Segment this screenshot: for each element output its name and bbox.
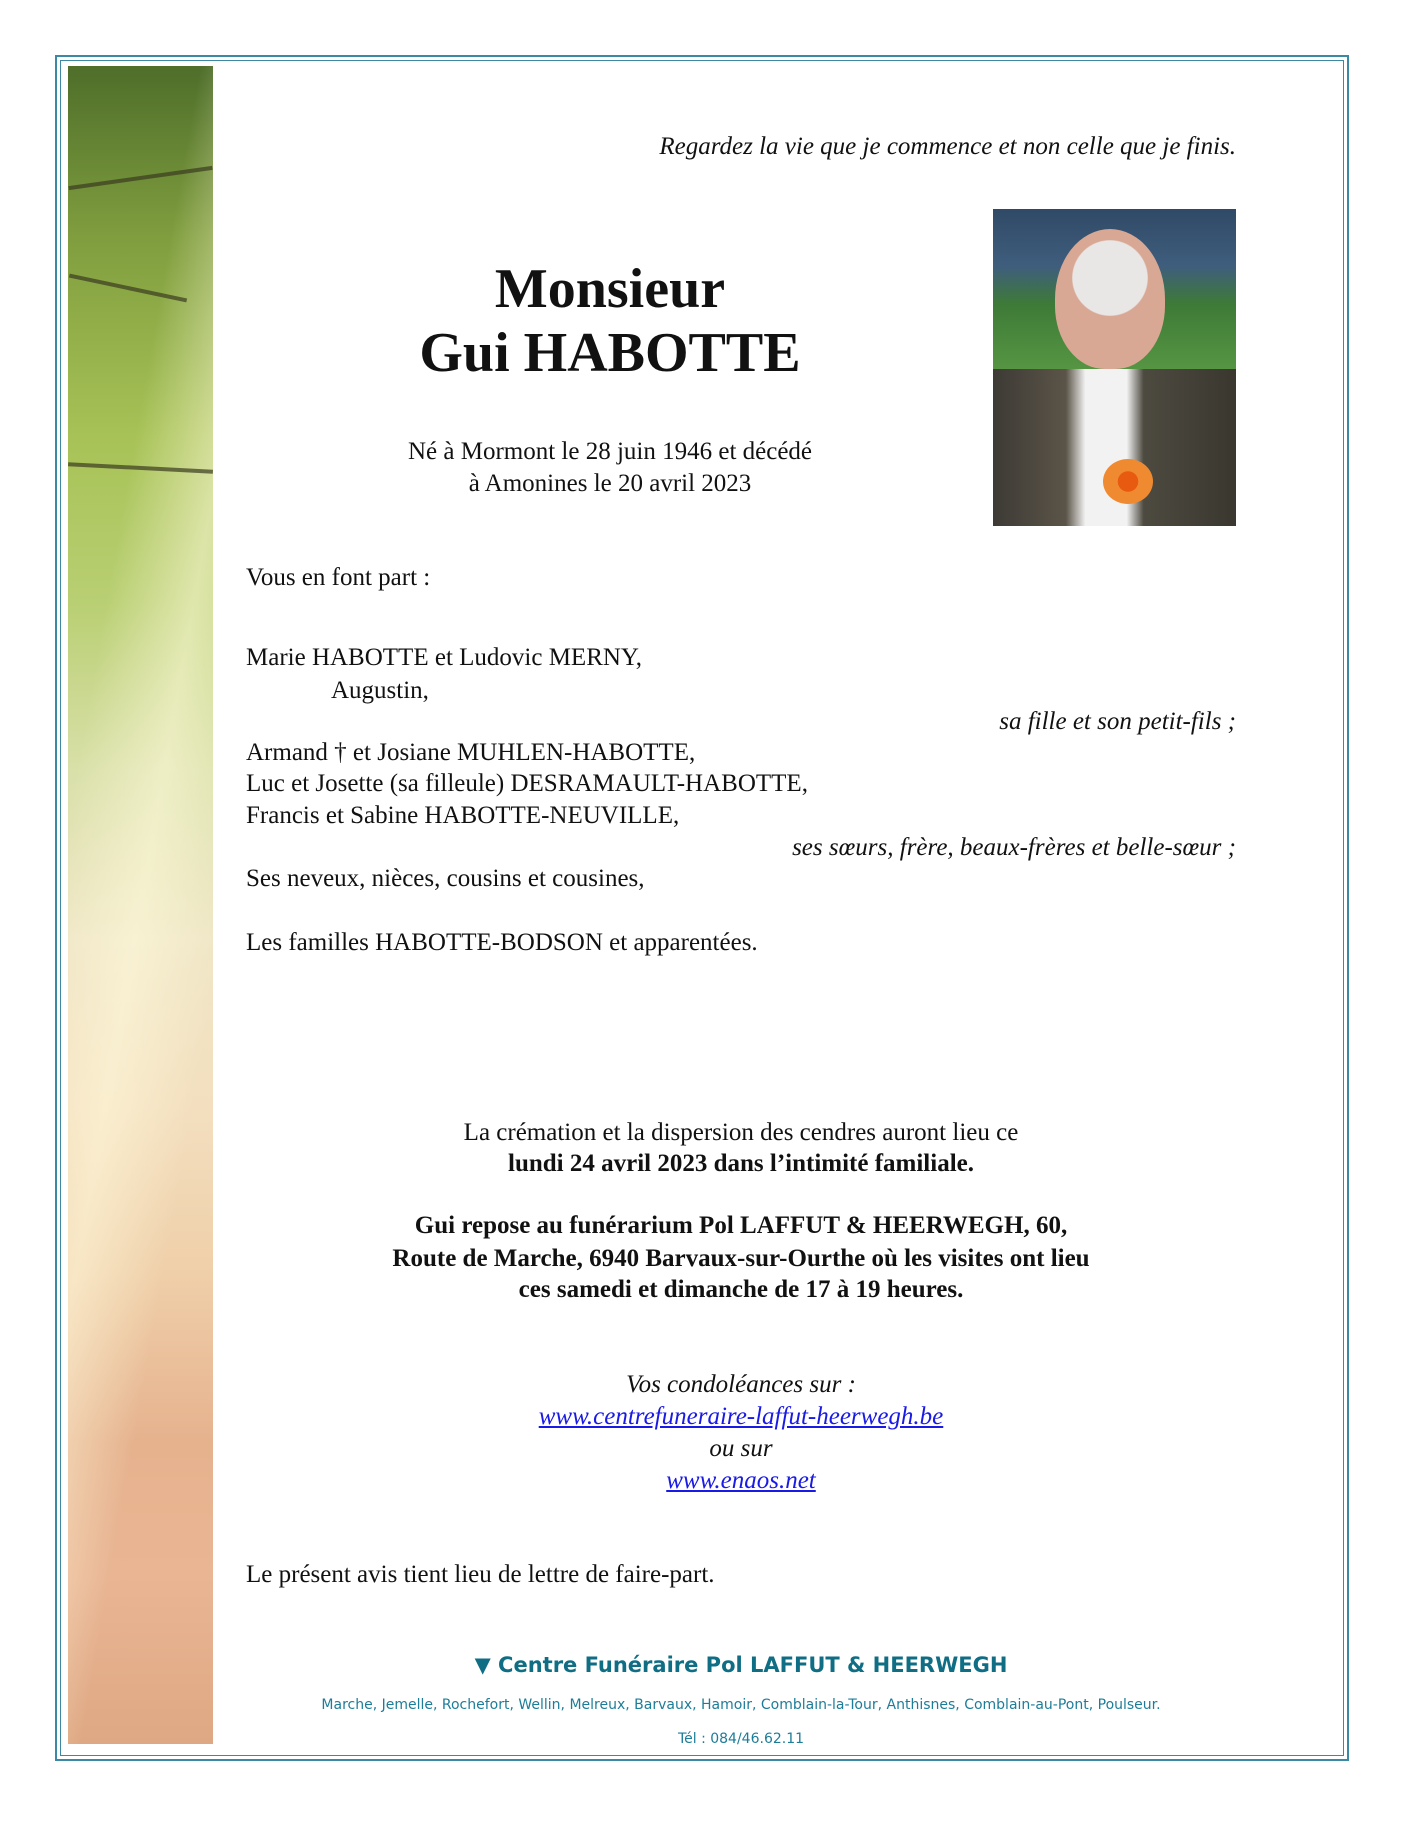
title-monsieur: Monsieur — [494, 258, 726, 320]
family-line: Les familles HABOTTE-BODSON et apparentées. — [246, 929, 758, 956]
footer-towns: Marche, Jemelle, Rochefort, Wellin, Melreux, Barvaux, Hamoir, Comblain-la-Tour, Anthisnes, Comblain-au-Pont, Poulseur. — [321, 1697, 1161, 1713]
visit-line-2: Route de Marche, 6940 Barvaux-sur-Ourthe où les visites ont lieu — [392, 1245, 1090, 1272]
footer-title — [246, 1650, 1236, 1680]
visit-line-3: ces samedi et dimanche de 17 à 19 heures. — [518, 1276, 964, 1303]
deceased-name: Gui HABOTTE — [419, 322, 801, 384]
footer-phone: Tél : 084/46.62.11 — [677, 1731, 805, 1747]
intro: Vous en font part : — [246, 564, 431, 591]
ceremony-line-2: lundi 24 avril 2023 dans l’intimité familiale. — [508, 1150, 974, 1177]
family-line: Marie HABOTTE et Ludovic MERNY, — [246, 644, 643, 671]
family-line: Luc et Josette (sa filleule) DESRAMAULT-HABOTTE, — [246, 770, 808, 797]
funeral-centre-name: Centre Funéraire Pol LAFFUT & HEERWEGH — [498, 1653, 1008, 1677]
condolences-label: Vos condoléances sur : — [626, 1371, 856, 1398]
quote: Regardez la vie que je commence et non celle que je finis. — [659, 133, 1236, 160]
visit-line-1: Gui repose au funérarium Pol LAFFUT & HEERWEGH, 60, — [414, 1212, 1068, 1239]
family-line: Francis et Sabine HABOTTE-NEUVILLE, — [246, 802, 680, 829]
condolences-link-enaos[interactable]: www.enaos.net — [666, 1467, 816, 1494]
ceremony-line-1: La crémation et la dispersion des cendres auront lieu ce — [463, 1119, 1019, 1146]
condolences-link-funeral-centre[interactable]: www.centrefuneraire-laffut-heerwegh.be — [538, 1403, 944, 1430]
family-line: Armand † et Josiane MUHLEN-HABOTTE, — [246, 739, 696, 766]
family-relation: sa fille et son petit-fils ; — [999, 708, 1236, 735]
family-line: Augustin, — [331, 677, 429, 704]
birth-line-1: Né à Mormont le 28 juin 1946 et décédé — [407, 438, 813, 465]
birth-line-2: à Amonines le 20 avril 2023 — [468, 470, 752, 497]
portrait-photo — [993, 209, 1236, 526]
notice: Le présent avis tient lieu de lettre de faire-part. — [246, 1561, 715, 1588]
family-relation: ses sœurs, frère, beaux-frères et belle-sœur ; — [792, 834, 1236, 861]
triangle-down-icon: ▼ — [474, 1653, 491, 1677]
family-line: Ses neveux, nièces, cousins et cousines, — [246, 865, 645, 892]
forest-path-image — [68, 66, 213, 1744]
condolences-or: ou sur — [709, 1435, 773, 1462]
